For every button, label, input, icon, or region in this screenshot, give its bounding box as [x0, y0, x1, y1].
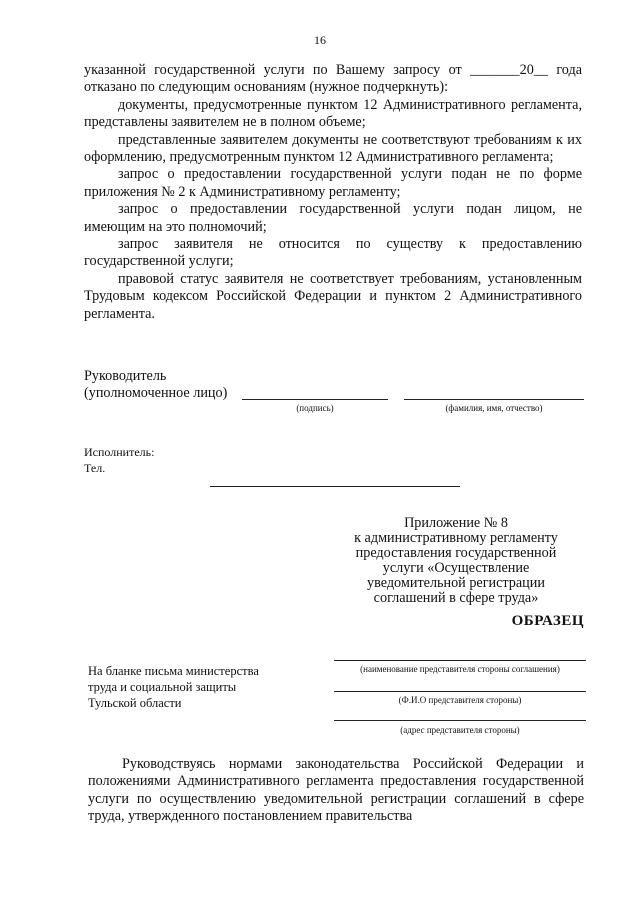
paragraph-ground-5: запрос заявителя не относится по существу к предоставлению государственной услуги; [84, 236, 582, 270]
appendix-line: предоставления государственной [355, 545, 557, 561]
letterhead-line: труда и социальной защиты [88, 680, 237, 694]
appendix-line: соглашений в сфере труда» [373, 590, 539, 606]
signature-subtitle: (уполномоченное лицо) [84, 385, 228, 402]
refusal-grounds-text [84, 62, 582, 323]
recipient-name-line [334, 660, 586, 661]
name-line [404, 399, 584, 400]
signature-line [242, 399, 388, 400]
page-number: 16 [314, 33, 326, 47]
paragraph-ground-4: запрос о предоставлении государственной услуги подан лицом, не имеющим на это полномочий; [84, 201, 582, 235]
paragraph-intro: указанной государственной услуги по Вашему запросу от _______20__ года отказано по следующим основаниям (нужное подчеркнуть): [84, 62, 582, 96]
signature-title: Руководитель [84, 368, 167, 384]
recipient-name-caption: (наименование представителя стороны соглашения) [360, 664, 560, 674]
closing-paragraph-block [88, 756, 584, 826]
signature-caption: (подпись) [296, 403, 334, 413]
paragraph-ground-3: запрос о предоставлении государственной услуги подан не по форме приложения № 2 к Административному регламенту; [84, 166, 582, 200]
sample-label: ОБРАЗЕЦ [511, 613, 584, 629]
appendix-line: к административному регламенту [354, 530, 558, 546]
executor-label: Исполнитель: [84, 445, 155, 459]
name-caption: (фамилия, имя, отчество) [445, 403, 543, 413]
appendix-header [336, 516, 576, 606]
letterhead-line: Тульской области [88, 696, 182, 710]
appendix-line: услуги «Осуществление [382, 560, 530, 576]
recipient-fio-caption: (Ф.И.О представителя стороны) [398, 695, 522, 705]
paragraph-ground-6: правовой статус заявителя не соответствует требованиям, установленным Трудовым кодексом Российской Федерации и пунктом 2 Административного регламента. [84, 270, 582, 322]
letterhead-line: На бланке письма министерства [88, 664, 259, 678]
recipient-address-line [334, 720, 586, 721]
appendix-line: уведомительной регистрации [367, 575, 545, 591]
signature-block [84, 368, 584, 403]
paragraph-ground-1: документы, предусмотренные пунктом 12 Административного регламента, представлены заявителем не в полном объеме; [84, 96, 582, 131]
letterhead-note [88, 663, 259, 711]
paragraph-ground-2: представленные заявителем документы не соответствуют требованиям к их оформлению, предусмотренным пунктом 12 Административного регламента; [84, 131, 582, 166]
recipient-fio-line [334, 691, 586, 692]
closing-paragraph: Руководствуясь нормами законодательства Российской Федерации и положениями Административного регламента предоставления государственной услуги по осуществлению уведомительной регистрации соглашений в сфере труда, утвержденного постановлением правительства [88, 756, 584, 825]
separator-line [210, 486, 460, 487]
executor-phone: Тел. [84, 461, 106, 475]
appendix-title: Приложение № 8 [404, 515, 508, 531]
recipient-address-caption: (адрес представителя стороны) [400, 725, 520, 735]
